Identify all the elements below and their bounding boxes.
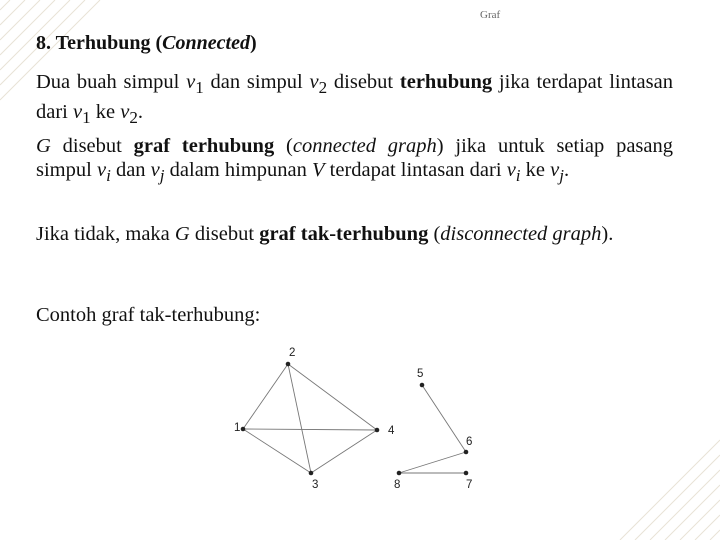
math-subscript: 1 [82, 108, 91, 128]
graph-edges [243, 364, 466, 473]
math-var: G [36, 135, 51, 157]
vertex-4 [375, 428, 380, 433]
bold-term: graf terhubung [133, 135, 275, 157]
title-suffix: ) [249, 32, 257, 54]
slide-header: Graf [480, 9, 501, 21]
math-subscript: 2 [318, 78, 328, 98]
italic-term: disconnected graph [440, 223, 602, 245]
definition-paragraph-connected-vertices [36, 70, 673, 130]
vertex-2 [286, 362, 291, 367]
text-segment: ke [520, 159, 551, 181]
text-segment: dan simpul [203, 71, 310, 93]
vertex-1 [241, 427, 246, 432]
vertex-label-2: 2 [289, 347, 296, 359]
text-segment: ) jika untuk setiap pasang simpul [36, 135, 674, 181]
title-italic: Connected [162, 32, 250, 54]
text-segment: ( [428, 223, 441, 245]
example-caption: Contoh graf tak-terhubung: [36, 304, 261, 326]
disconnected-graph-diagram [220, 340, 500, 500]
text-segment: disebut [189, 223, 260, 245]
graph-vertices [241, 362, 469, 476]
math-subscript: i [106, 166, 111, 186]
math-subscript: 1 [195, 78, 204, 98]
vertex-label-8: 8 [394, 479, 401, 491]
corner-decoration-bottom-right [600, 420, 720, 540]
vertex-label-6: 6 [466, 436, 473, 448]
edge-1-4 [243, 429, 377, 430]
math-var: v [506, 159, 516, 181]
edge-6-8 [399, 452, 466, 473]
text-segment: dan [110, 159, 151, 181]
text-segment: terdapat lintasan dari [324, 159, 507, 181]
math-var: v [186, 71, 196, 93]
vertex-label-5: 5 [417, 368, 424, 380]
vertex-label-1: 1 [234, 422, 241, 434]
vertex-7 [464, 471, 469, 476]
math-subscript: i [515, 166, 521, 186]
math-var: v [550, 159, 560, 181]
text-segment: Jika tidak, maka [36, 223, 175, 245]
text-segment: jika terdapat lintasan dari [36, 71, 673, 124]
edge-2-3 [288, 364, 311, 473]
slide-title [36, 32, 257, 55]
definition-paragraph-disconnected-graph [36, 222, 673, 246]
title-prefix: 8. Terhubung ( [36, 32, 163, 54]
math-var: v [73, 101, 83, 124]
vertex-label-7: 7 [466, 479, 473, 491]
vertex-labels [234, 347, 472, 491]
edge-5-6 [422, 385, 466, 452]
edge-2-4 [288, 364, 377, 430]
text-segment: ke [90, 101, 121, 124]
text-segment: ( [274, 135, 293, 157]
text-segment: disebut [327, 71, 400, 93]
bold-term: terhubung [399, 71, 493, 93]
vertex-8 [397, 471, 402, 476]
math-subscript: 2 [129, 108, 138, 128]
math-subscript: j [559, 166, 565, 186]
vertex-6 [464, 450, 469, 455]
math-var: v [96, 159, 107, 181]
edge-1-3 [243, 429, 311, 473]
vertex-label-4: 4 [388, 425, 395, 437]
vertex-3 [309, 471, 314, 476]
edge-3-4 [311, 430, 377, 473]
definition-paragraph-connected-graph [36, 134, 673, 188]
text-segment: Dua buah simpul [36, 71, 187, 93]
text-segment: dalam himpunan [164, 159, 312, 181]
text-segment: ). [601, 223, 614, 245]
math-var: v [150, 159, 160, 181]
bold-term: graf tak-terhubung [259, 223, 429, 245]
vertex-label-3: 3 [312, 479, 319, 491]
text-segment: . [564, 159, 570, 181]
text-segment: . [137, 101, 144, 124]
math-var: V [312, 159, 325, 181]
edge-1-2 [243, 364, 288, 429]
vertex-5 [420, 383, 425, 388]
math-var: v [120, 101, 130, 124]
math-subscript: j [159, 166, 165, 186]
math-var: v [309, 71, 319, 93]
text-segment: disebut [50, 135, 134, 157]
italic-term: connected graph [292, 135, 437, 157]
math-var: G [174, 223, 190, 245]
